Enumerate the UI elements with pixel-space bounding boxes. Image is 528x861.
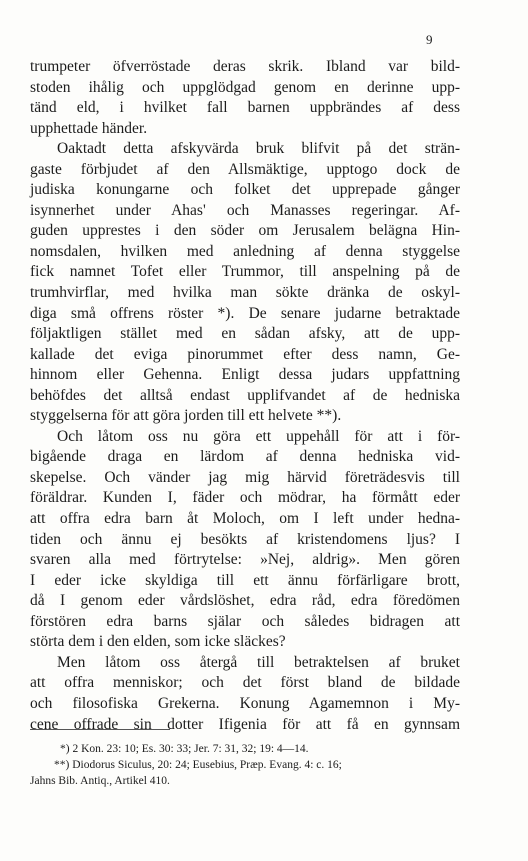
text-line: guden upprestes i den söder om Jerusalem belägna Hin- [30,222,460,240]
text-line: att offra menniskor; och det först bland de bildade [30,674,460,692]
paragraph-start-line: Och låtom oss nu göra ett uppehåll för att i för- [57,427,460,445]
text-line: störta dem i den elden, som icke släckes? [30,633,286,651]
footnotes [30,741,460,789]
text-line: svaren alla med förtrytelse: »Nej, aldrig». Men gören [30,551,460,569]
footnote-2: **) Diodorus Siculus, 20: 24; Eusebius, Præp. Evang. 4: c. 16; [54,759,342,771]
text-line: föräldrar. Kunden I, fäder och mödrar, ha förmått eder [30,489,460,507]
text-line: bigående draga en lärdom af denna hedniska vid- [30,448,460,466]
text-line: att offra edra barn åt Moloch, om I left under hedna- [30,510,460,528]
footnote-2-continuation: Jahns Bib. Antiq., Artikel 410. [30,775,170,787]
text-line: nomsdalen, hvilken med anledning af denna styggelse [30,242,460,260]
text-line: styggelserna för att göra jorden till ett helvete **). [30,407,342,425]
page-number: 9 [426,32,433,47]
text-line: isynnerhet under Ahas' och Manasses regeringar. Af- [30,201,460,219]
text-line: skepelse. Och vänder jag mig härvid företrädesvis till [30,468,460,486]
text-line: judiska konungarne och folket det upprepade gånger [30,181,460,199]
text-line: och filosofiska Grekerna. Konung Agamemnon i My- [30,694,460,712]
footnote-divider [30,729,170,730]
text-line: förstören edra barns själar och således bidragen att [30,612,460,630]
text-line: hinnom eller Gehenna. Enligt dessa judars uppfattning [30,366,460,384]
text-line: fick namnet Tofet eller Trummor, till anspelning på de [30,263,460,281]
text-line: stoden ihålig och uppglödgad genom en derinne upp- [30,78,460,96]
paragraph-start-line: Men låtom oss återgå till betraktelsen af bruket [57,653,460,671]
text-line: då I genom eder vårdslöshet, edra råd, edra föredömen [30,592,460,610]
text-line: följaktligen stället med en sådan afsky, att de upp- [30,325,460,343]
text-line: cene offrade sin dotter Ifigenia för att få en gynnsam [30,715,460,733]
text-line: diga små offrens röster *). De senare judarne betraktade [30,304,460,322]
text-line: trumhvirflar, med hvilka man sökte dränka de oskyl- [30,284,460,302]
footnote-1: *) 2 Kon. 23: 10; Es. 30: 33; Jer. 7: 31, 32; 19: 4—14. [60,743,309,755]
text-line: tänd eld, i hvilket fall barnen uppbrändes af dess [30,99,460,117]
text-line: gaste förbjudet af den Allsmäktige, upptogo dock de [30,160,460,178]
text-line: upphettade händer. [30,119,148,137]
text-line: kallade det eviga pinorummet efter dess namn, Ge- [30,345,460,363]
paragraph-start-line: Oaktadt detta afskyvärda bruk blifvit på det strän- [57,140,460,158]
body-text [30,57,460,735]
text-line: trumpeter öfverröstade deras skrik. Ibland var bild- [30,58,460,75]
text-line: I eder icke skyldiga till ett ännu förfärligare brott, [30,571,460,589]
text-line: behöfdes det alltså endast upplifvandet af de hedniska [30,386,460,404]
text-line: tiden och ännu ej besökts af kristendomens ljus? I [30,530,460,548]
